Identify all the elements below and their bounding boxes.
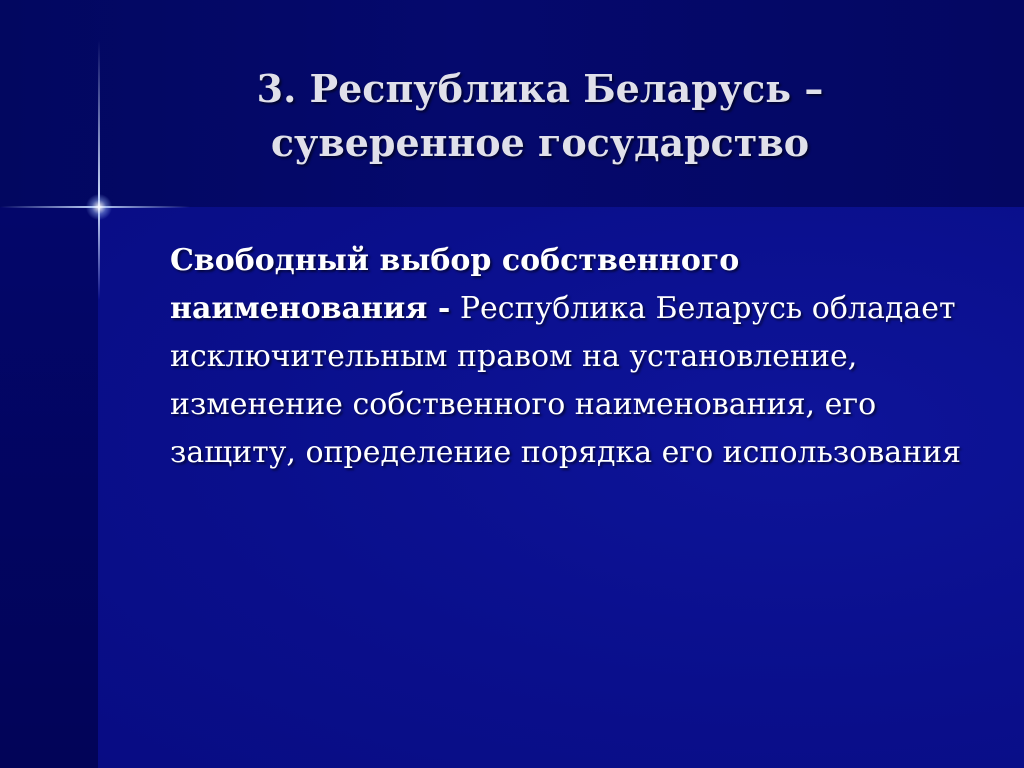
body-paragraph: Республика Беларусь обладает исключительным правом на установление, изменение собственного наименования, его защиту, определение порядка его использования (170, 291, 962, 470)
slide-body-text (170, 237, 980, 477)
body-lead-phrase: Свободный выбор собственного наименования - (170, 243, 740, 326)
slide-title (140, 62, 940, 170)
slide-title-line-2: суверенное государство (270, 120, 810, 165)
sparkle-star-icon (86, 194, 112, 220)
slide-left-strip (0, 207, 98, 768)
slide-title-line-1: 3. Республика Беларусь – (256, 66, 824, 111)
sparkle-star-vertical-ray (98, 40, 100, 300)
